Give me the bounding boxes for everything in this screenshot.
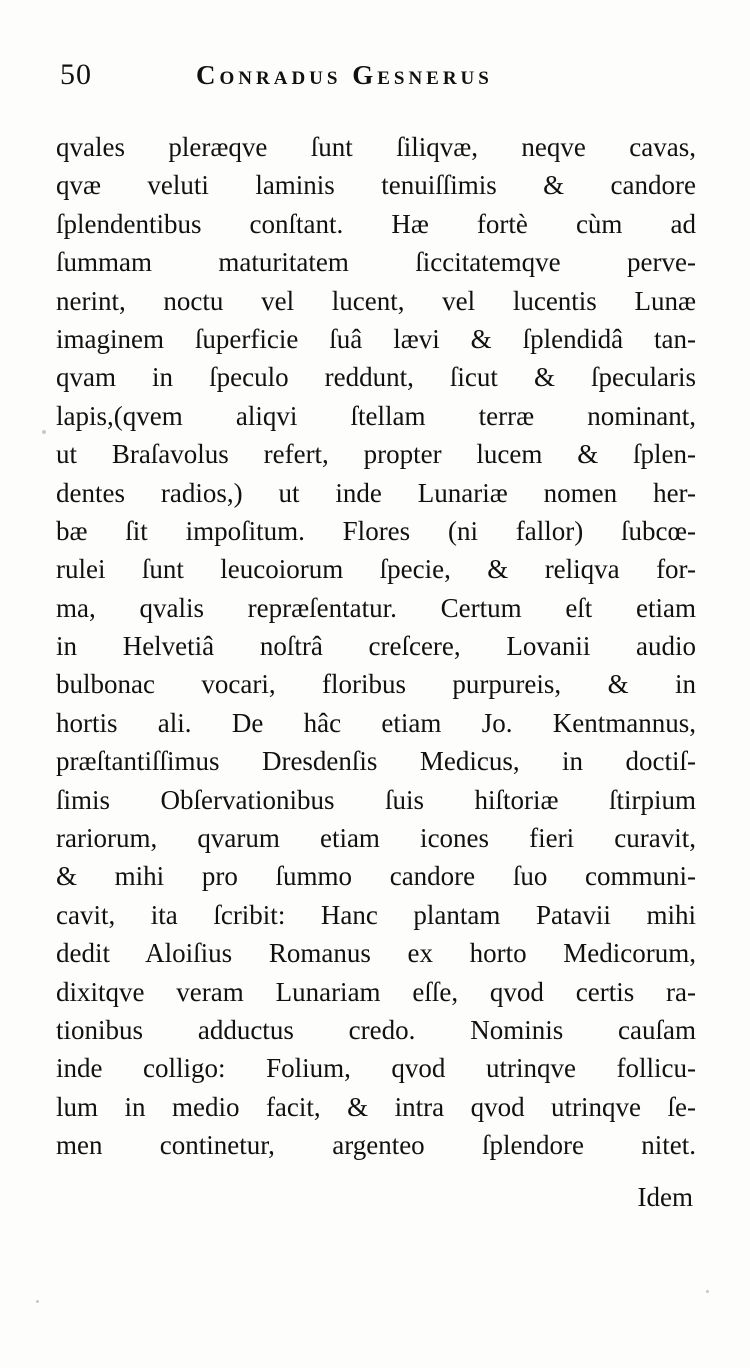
text-line: inde colligo: Folium, qvod utrinqve follicu- [56,1053,696,1084]
paper-speck [42,430,46,434]
text-line: cavit, ita ſcribit: Hanc plantam Patavii mihi [56,899,696,930]
text-line: dentes radios,) ut inde Lunariæ nomen her- [56,477,696,508]
text-line: præſtantiſſimus Dresdenſis Medicus, in doctiſ- [56,746,696,777]
text-line: lapis,(qvem aliqvi ſtellam terræ nominant, [56,400,696,431]
paper-speck [36,1300,39,1303]
catchword: Idem [637,1182,693,1212]
text-line: ſplendentibus conſtant. Hæ fortè cùm ad [56,208,696,239]
text-line: qvæ veluti laminis tenuiſſimis & candore [56,170,696,201]
text-line: nerint, noctu vel lucent, vel lucentis Lunæ [56,285,696,316]
text-line: qvam in ſpeculo reddunt, ſicut & ſpecularis [56,362,696,393]
text-line: qvales pleræqve ſunt ſiliqvæ, neqve cavas, [56,132,696,162]
text-line: ſummam maturitatem ſiccitatemqve perve- [56,247,696,278]
running-title: Conradus Gesnerus [196,60,493,90]
text-line: & mihi pro ſummo candore ſuo communi- [56,861,696,892]
text-line: lum in medio facit, & intra qvod utrinqve ſe- [56,1091,696,1122]
text-line: men continetur, argenteo ſplendore nitet. [56,1130,696,1161]
text-line: ma, qvalis repræſentatur. Certum eſt etiam [56,592,696,623]
text-line: rariorum, qvarum etiam icones fieri curavit, [56,823,696,854]
text-line: tionibus adductus credo. Nominis cauſam [56,1014,696,1045]
body-text [56,128,696,1165]
page-header [58,58,698,98]
paper-speck [706,1290,709,1293]
text-line: hortis ali. De hâc etiam Jo. Kentmannus, [56,707,696,738]
text-line: imaginem ſuperficie ſuâ lævi & ſplendidâ tan- [56,323,696,354]
text-line: ſimis Obſervationibus ſuis hiſtoriæ ſtirpium [56,784,696,815]
text-line: in Helvetiâ noſtrâ creſcere, Lovanii audio [56,631,696,662]
text-line: rulei ſunt leucoiorum ſpecie, & reliqva for- [56,554,696,585]
text-line: dixitqve veram Lunariam eſſe, qvod certis ra- [56,976,696,1007]
page-number: 50 [60,58,92,91]
text-line: bulbonac vocari, floribus purpureis, & in [56,669,696,700]
text-line: bæ ſit impoſitum. Flores (ni fallor) ſubcœ- [56,515,696,546]
text-line: ut Braſavolus refert, propter lucem & ſplen- [56,439,696,470]
text-line: dedit Aloiſius Romanus ex horto Medicorum, [56,938,696,969]
